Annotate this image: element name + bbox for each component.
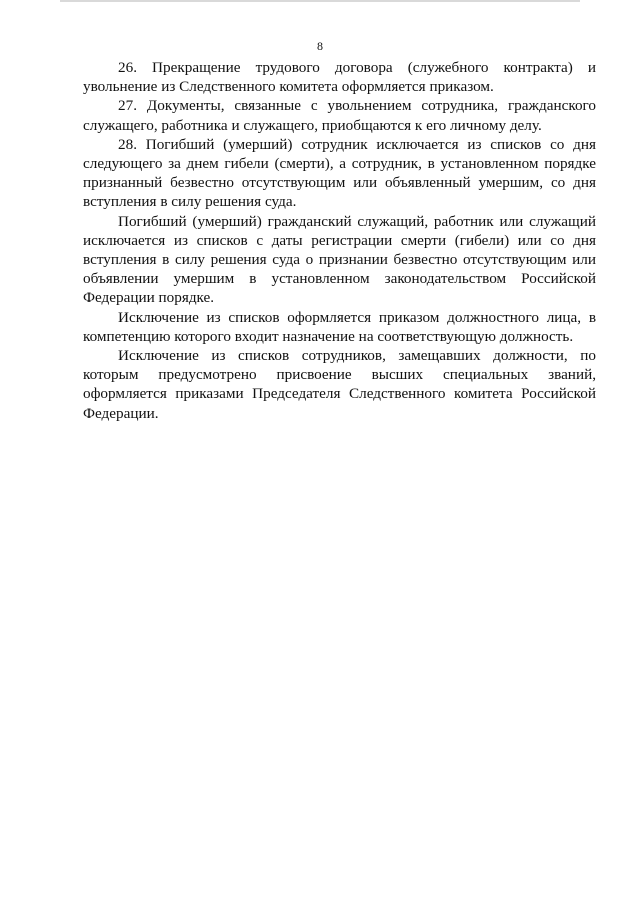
paragraph-higher-ranks-exclusion: Исключение из списков сотрудников, замещавших должности, по которым предусмотрено присвоение высших специальных званий, оформляется приказами Председателя Следственного комитета Российской Федерации.: [83, 347, 596, 422]
paragraph-28: 28. Погибший (умерший) сотрудник исключается из списков со дня следующего за днем гибели (смерти), а сотрудник, в установленном порядке признанный безвестно отсутствующим или объявленный умершим, со дня вступления в силу решения суда.: [83, 135, 596, 211]
document-body: [83, 58, 596, 423]
paragraph-27: 27. Документы, связанные с увольнением сотрудника, гражданского служащего, работника и служащего, приобщаются к его личному делу.: [83, 97, 596, 134]
page-number: 8: [317, 39, 323, 53]
paragraph-exclusion-order: Исключение из списков оформляется приказом должностного лица, в компетенцию которого входит назначение на соответствующую должность.: [83, 308, 596, 345]
paragraph-26: 26. Прекращение трудового договора (служебного контракта) и увольнение из Следственного комитета оформляется приказом.: [83, 59, 596, 96]
scan-top-edge: [60, 0, 580, 2]
paragraph-civil-servant-exclusion: Погибший (умерший) гражданский служащий, работник или служащий исключается из списков с даты регистрации смерти (гибели) или со дня вступления в силу решения суда о признании безвестно отсутствующим или объявлении умершим в установленном законодательством Российской Федерации порядке.: [83, 212, 596, 307]
